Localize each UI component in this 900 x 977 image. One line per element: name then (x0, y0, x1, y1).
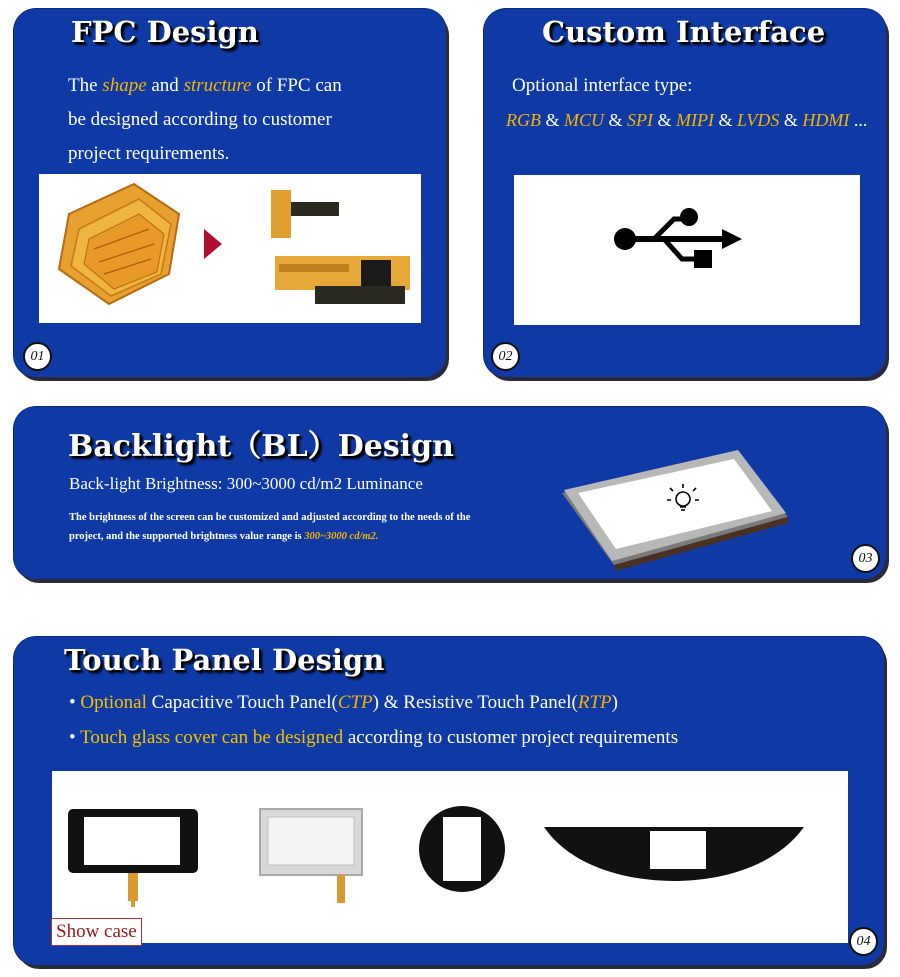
touch-bullet-1: • Optional Capacitive Touch Panel(CTP) & Resistive Touch Panel(RTP) (69, 692, 618, 713)
backlight-design-title: Backlight（BL）Design (68, 429, 454, 464)
type-mcu: MCU (564, 110, 605, 130)
badge-03: 03 (851, 544, 880, 573)
badge-04: 04 (849, 927, 878, 956)
rtp-white-panel-image (260, 809, 362, 903)
backlight-brightness: Back-light Brightness: 300~3000 cd/m2 Luminance (69, 474, 423, 493)
fpc-design-text-line1: The shape and structure of FPC can (68, 75, 342, 96)
fpc-image-panel (39, 174, 421, 323)
glass-cover-highlight: Touch glass cover can be designed (80, 727, 344, 748)
fpc-design-text-line3: project requirements. (68, 143, 230, 164)
type-spi: SPI (627, 110, 654, 130)
touch-image-panel (52, 771, 848, 943)
fpc-finished-image (271, 190, 410, 304)
ctp-highlight: CTP (337, 692, 373, 713)
usb-icon (514, 175, 860, 325)
interface-types: RGB & MCU & SPI & MIPI & LVDS & HDMI ... (506, 110, 868, 130)
touch-panel-card (14, 637, 884, 965)
backlight-desc-line2: project, and the supported brightness value range is 300~3000 cd/m2. (69, 531, 379, 542)
brightness-range: 300~3000 cd/m2. (304, 531, 379, 542)
fpc-illustration (39, 174, 421, 323)
badge-01: 01 (23, 342, 52, 371)
rtp-highlight: RTP (577, 692, 612, 713)
backlight-desc-line1: The brightness of the screen can be customized and adjusted according to the needs of the (69, 512, 471, 523)
touch-panel-title: Touch Panel Design (64, 643, 385, 677)
type-lvds: LVDS (737, 110, 780, 130)
shape-highlight: shape (102, 75, 147, 96)
backlight-panel-image (554, 445, 794, 575)
type-mipi: MIPI (676, 110, 715, 130)
interface-subtitle: Optional interface type: (512, 75, 693, 96)
backlight-design-card (14, 407, 886, 579)
arc-cover-glass-image (544, 827, 804, 881)
fpc-design-card (14, 9, 446, 377)
structure-highlight: structure (183, 75, 252, 96)
custom-interface-title: Custom Interface (542, 15, 826, 49)
ctp-black-panel-image (68, 809, 198, 907)
touch-panel-examples (52, 771, 848, 943)
badge-02: 02 (491, 342, 520, 371)
fpc-folded-image (59, 184, 179, 304)
custom-interface-card (484, 9, 886, 377)
touch-bullet-2: • Touch glass cover can be designed according to customer project requirements (69, 727, 679, 748)
arrow-right-icon (204, 229, 222, 259)
show-case-button[interactable]: Show case (51, 918, 142, 946)
fpc-design-title: FPC Design (71, 15, 259, 49)
optional-highlight: Optional (80, 692, 147, 713)
type-rgb: RGB (506, 110, 541, 130)
fpc-design-text-line2: be designed according to customer (68, 109, 332, 130)
round-cover-glass-image (419, 806, 505, 892)
interface-image-panel (514, 175, 860, 325)
type-hdmi: HDMI (802, 110, 850, 130)
